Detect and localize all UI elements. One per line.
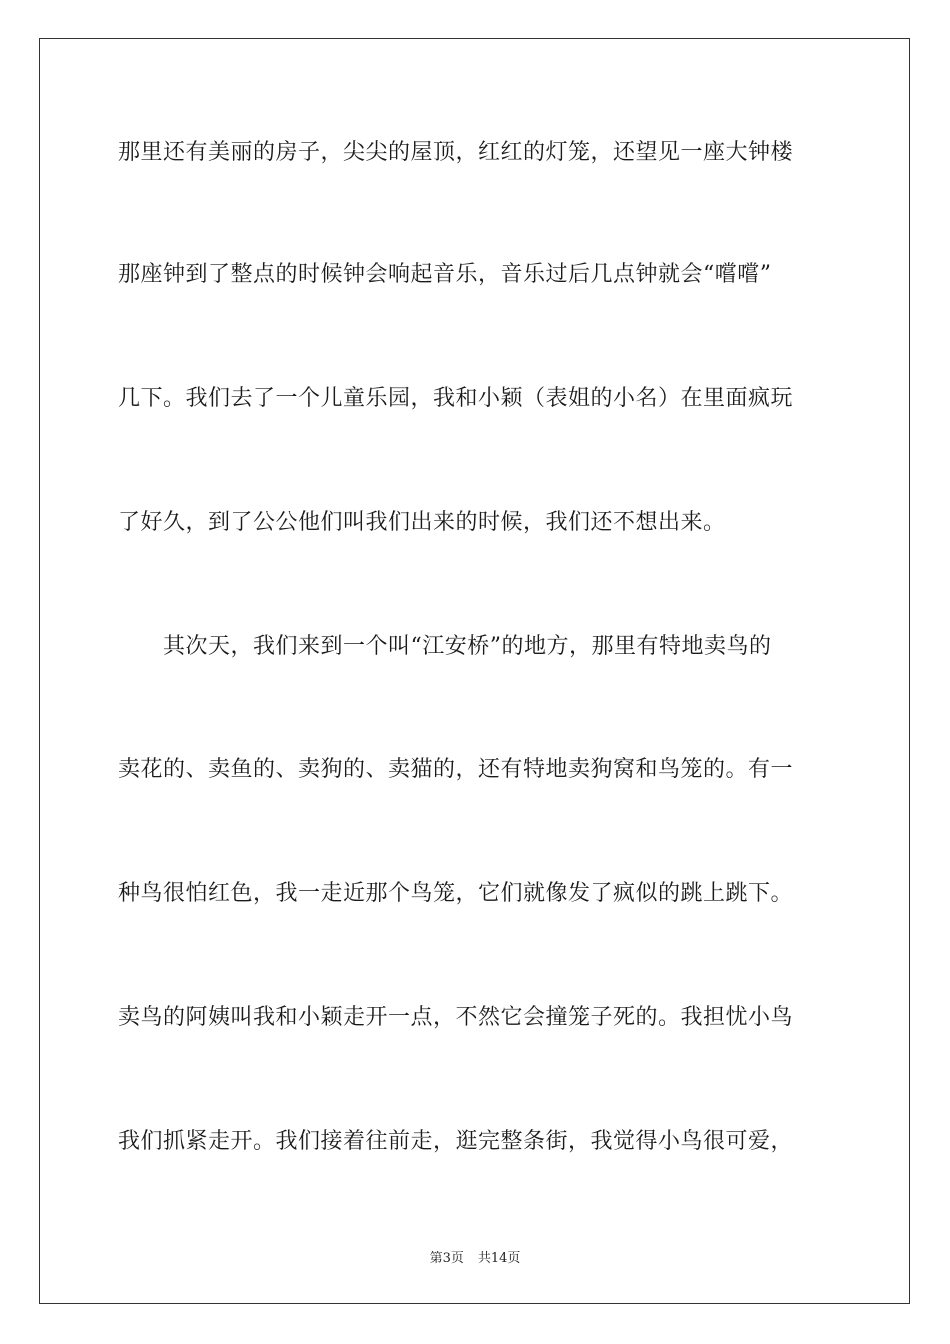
page-footer (0, 1247, 950, 1266)
body-text-line: 那里还有美丽的房子，尖尖的屋顶，红红的灯笼，还望见一座大钟楼 (118, 140, 794, 165)
body-text-line: 卖鸟的阿姨叫我和小颖走开一点，不然它会撞笼子死的。我担忧小鸟 (118, 1005, 794, 1030)
page-border (39, 38, 910, 1304)
body-text-line: 卖花的、卖鱼的、卖狗的、卖猫的，还有特地卖狗窝和鸟笼的。有一 (118, 757, 794, 782)
body-text-line: 种鸟很怕红色，我一走近那个鸟笼，它们就像发了疯似的跳上跳下。 (118, 881, 794, 906)
page-total: 共14页 (477, 1251, 521, 1266)
body-text-line: 了好久，到了公公他们叫我们出来的时候，我们还不想出来。 (118, 510, 726, 535)
paragraph-start-line: 其次天，我们来到一个叫“江安桥”的地方，那里有特地卖鸟的 (163, 634, 772, 659)
body-text-line: 我们抓紧走开。我们接着往前走，逛完整条街，我觉得小鸟很可爱， (118, 1129, 794, 1154)
body-text-line: 那座钟到了整点的时候钟会响起音乐，音乐过后几点钟就会“嚐嚐” (118, 262, 772, 287)
page-number: 第3页 (429, 1251, 464, 1266)
body-text-line: 几下。我们去了一个儿童乐园，我和小颖（表姐的小名）在里面疯玩 (118, 386, 794, 411)
